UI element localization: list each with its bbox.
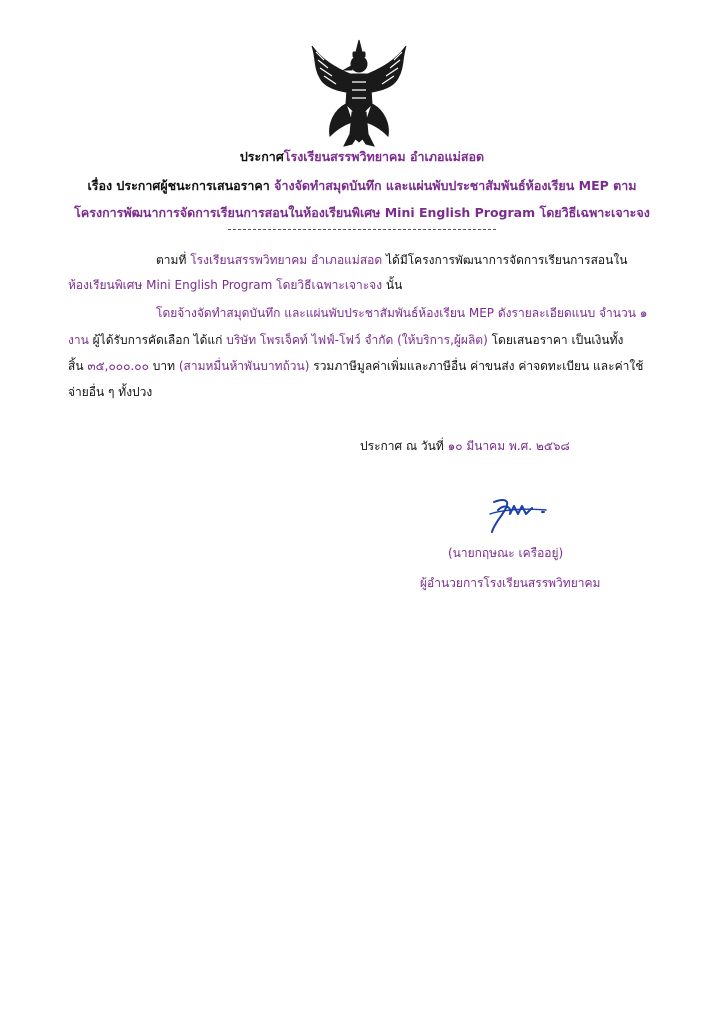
p2-k: จ่ายอื่น ๆ ทั้งปวง bbox=[68, 385, 153, 399]
signature-icon bbox=[484, 490, 564, 538]
announcement-title bbox=[0, 147, 724, 167]
title-prefix: ประกาศ bbox=[239, 149, 284, 164]
announce-line bbox=[360, 438, 570, 454]
announce-date: ๑๐ มีนาคม พ.ศ. ๒๕๖๘ bbox=[447, 439, 570, 453]
p1-project: ห้องเรียนพิเศษ Mini English Program โดยวิธีเฉพาะเจาะจง bbox=[68, 278, 383, 292]
paragraph-2-line-3 bbox=[68, 358, 643, 374]
p2-h: บาท bbox=[152, 359, 175, 373]
p2-a: โดยจ้างจัดทำสมุดบันทึก และแผ่นพับประชาสัมพันธ์ห้องเรียน MEP ดังรายละเอียดแนบ จำนวน ๑ bbox=[156, 306, 648, 320]
subject-prefix: เรื่อง ประกาศผู้ชนะการเสนอราคา bbox=[87, 178, 270, 193]
paragraph-2-line-4 bbox=[68, 384, 152, 400]
p2-b: งาน bbox=[68, 333, 89, 347]
p1-school: โรงเรียนสรรพวิทยาคม อำเภอแม่สอด bbox=[190, 253, 383, 267]
title-school: โรงเรียนสรรพวิทยาคม อำเภอแม่สอด bbox=[283, 149, 485, 164]
subject-line-2: โครงการพัฒนาการจัดการเรียนการสอนในห้องเรียนพิเศษ Mini English Program โดยวิธีเฉพาะเจาะจง bbox=[74, 205, 650, 220]
garuda-emblem-icon bbox=[306, 38, 412, 150]
p2-c: ผู้ได้รับการคัดเลือก ได้แก่ bbox=[92, 333, 223, 347]
p1-e: นั้น bbox=[385, 278, 403, 292]
p2-amount-words: (สามหมื่นห้าพันบาทถ้วน) bbox=[178, 359, 310, 373]
signatory-position: ผู้อำนวยการโรงเรียนสรรพวิทยาคม bbox=[420, 576, 601, 590]
signatory-name: (นายกฤษณะ เครืออยู่) bbox=[448, 546, 564, 560]
subject-line-1 bbox=[0, 176, 724, 196]
paragraph-1-line-2 bbox=[68, 277, 402, 293]
separator bbox=[228, 229, 496, 230]
subject-text: จ้างจัดทำสมุดบันทึก และแผ่นพับประชาสัมพันธ์ห้องเรียน MEP ตาม bbox=[274, 178, 637, 193]
p1-a: ตามที่ bbox=[156, 253, 187, 267]
p2-company: บริษัท โพรเจ็คท์ ไฟฟ์-โฟว์ จำกัด (ให้บริการ,ผู้ผลิต) bbox=[226, 333, 488, 347]
p2-j: รวมภาษีมูลค่าเพิ่มและภาษีอื่น ค่าขนส่ง ค่าจดทะเบียน และค่าใช้ bbox=[313, 359, 644, 373]
paragraph-1-line-1 bbox=[156, 252, 627, 268]
p2-amount: ๓๕,๐๐๐.๐๐ bbox=[87, 359, 149, 373]
p2-f: สิ้น bbox=[68, 359, 84, 373]
paragraph-2-line-1 bbox=[156, 305, 647, 321]
p1-c: ได้มีโครงการพัฒนาการจัดการเรียนการสอนใน bbox=[385, 253, 628, 267]
announce-prefix: ประกาศ ณ วันที่ bbox=[360, 439, 444, 453]
p2-e: โดยเสนอราคา เป็นเงินทั้ง bbox=[491, 333, 624, 347]
paragraph-2-line-2 bbox=[68, 332, 623, 348]
